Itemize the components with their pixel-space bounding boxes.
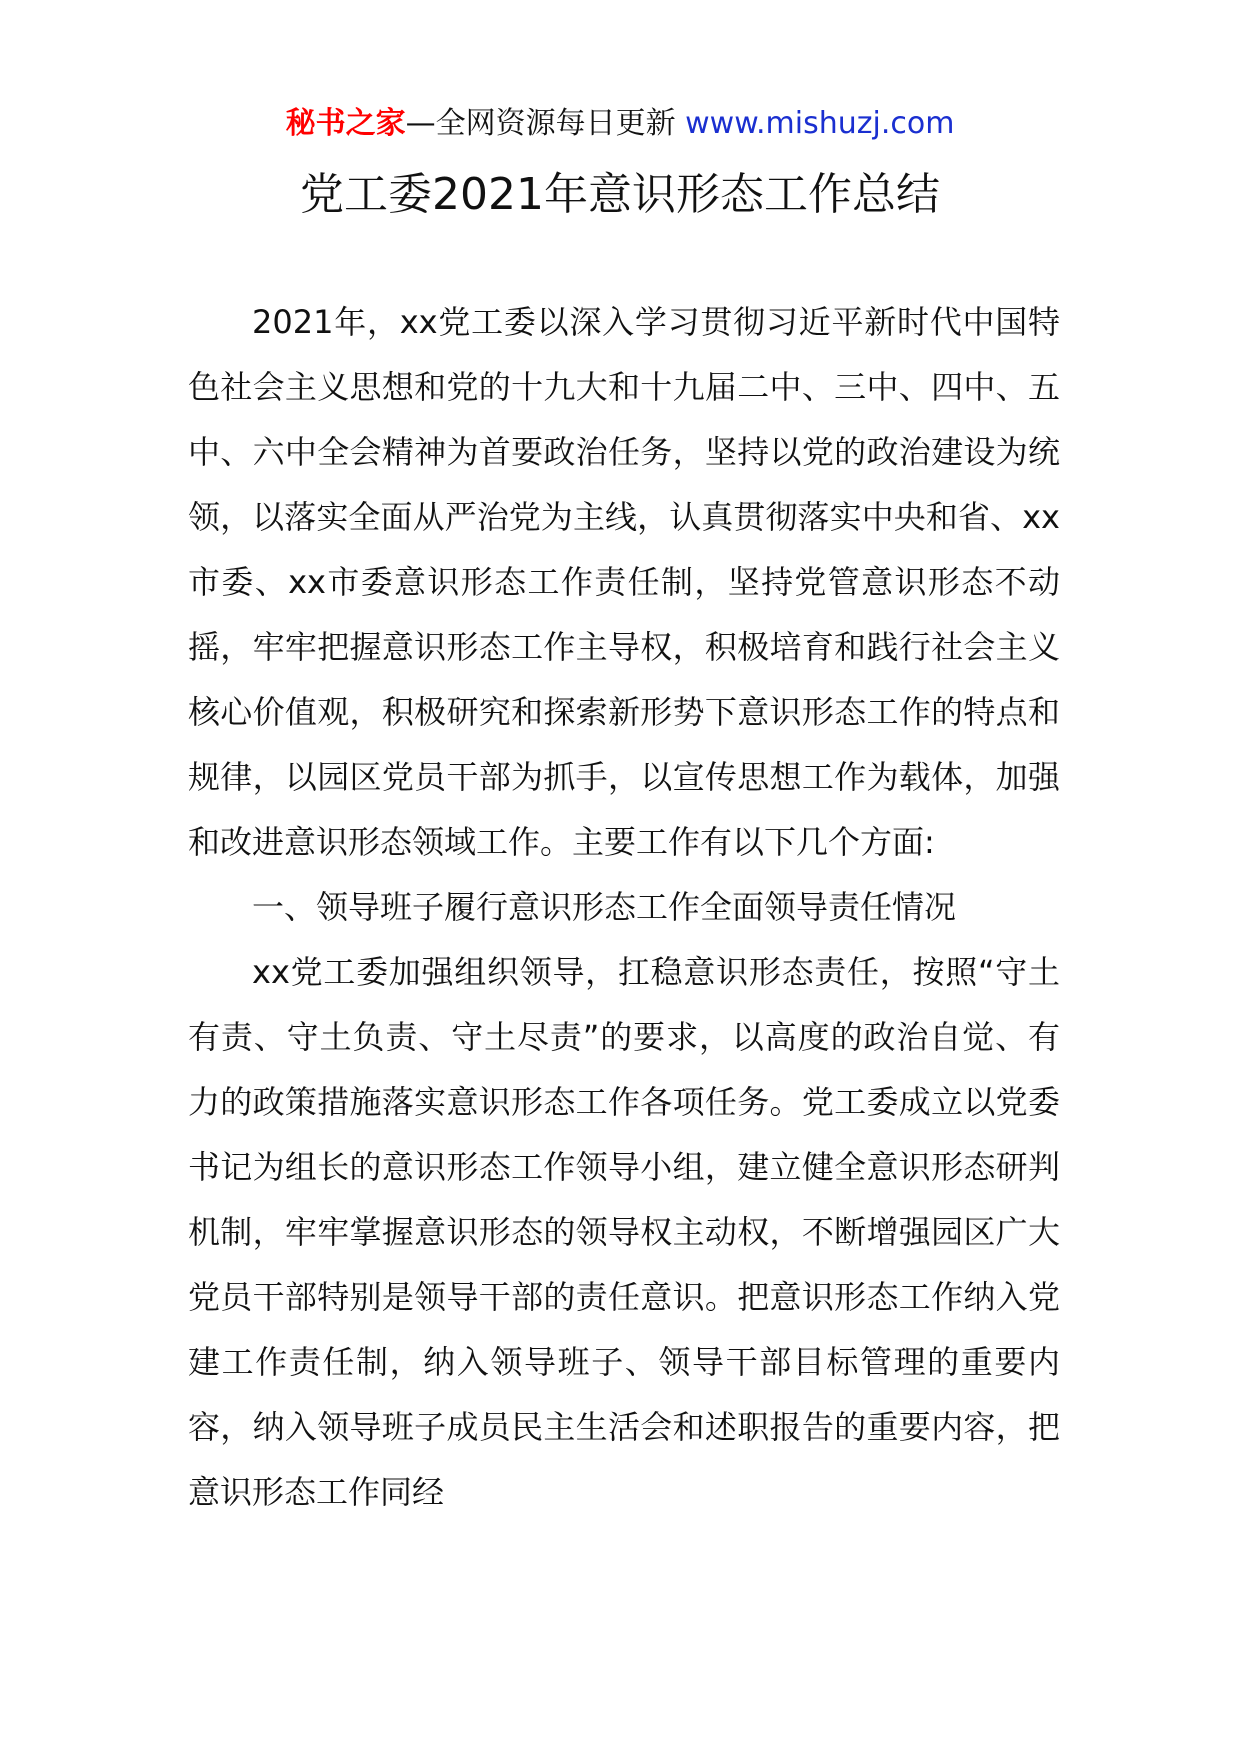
paragraph-intro: 2021年，xx党工委以深入学习贯彻习近平新时代中国特色社会主义思想和党的十九大和十九届二中、三中、四中、五中、六中全会精神为首要政治任务，坚持以党的政治建设为统领，以落实全面从严治党为主线，认真贯彻落实中央和省、xx市委、xx市委意识形态工作责任制，坚持党管意识形态不动摇，牢牢把握意识形态工作主导权，积极培育和践行社会主义核心价值观，积极研究和探索新形势下意识形态工作的特点和规律，以园区党员干部为抓手，以宣传思想工作为载体，加强和改进意识形态领域工作。主要工作有以下几个方面: [188,303,1060,861]
site-tagline: —全网资源每日更新 [405,106,676,141]
site-name: 秘书之家 [285,106,406,141]
site-url-link[interactable]: www.mishuzj.com [685,106,955,141]
site-header [0,100,1240,148]
document-title: 党工委2021年意识形态工作总结 [300,169,940,220]
document-body [188,290,1060,1525]
section-heading-1: 一、领导班子履行意识形态工作全面领导责任情况 [252,888,957,926]
paragraph-section-1: xx党工委加强组织领导，扛稳意识形态责任，按照“守土有责、守土负责、守土尽责”的要求，以高度的政治自觉、有力的政策措施落实意识形态工作各项任务。党工委成立以党委书记为组长的意识形态工作领导小组，建立健全意识形态研判机制，牢牢掌握意识形态的领导权主动权，不断增强园区广大党员干部特别是领导干部的责任意识。把意识形态工作纳入党建工作责任制，纳入领导班子、领导干部目标管理的重要内容，纳入领导班子成员民主生活会和述职报告的重要内容，把意识形态工作同经 [188,953,1060,1511]
